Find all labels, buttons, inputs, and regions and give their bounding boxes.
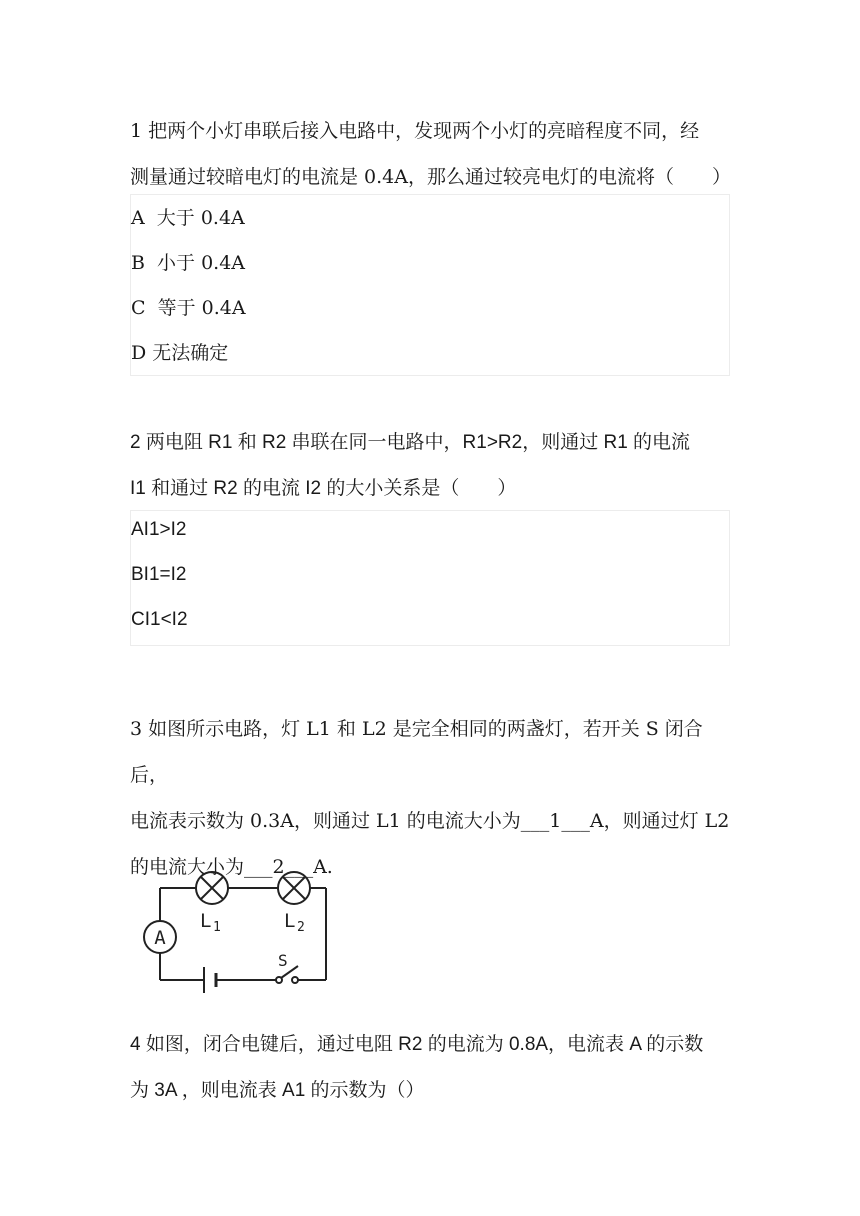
lamp-l1-label: L bbox=[200, 910, 212, 932]
question-1-line-1: 1 把两个小灯串联后接入电路中，发现两个小灯的亮暗程度不同，经 bbox=[130, 120, 700, 142]
question-3-line-2: 电流表示数为 0.3A，则通过 L1 的电流大小为___1___A，则通过灯 L2 bbox=[130, 810, 730, 832]
question-2-line-2: I1 和通过 R2 的电流 I2 的大小关系是（ ） bbox=[130, 478, 517, 499]
lamp-l1-subscript: 1 bbox=[213, 920, 221, 935]
switch-label: S bbox=[278, 951, 288, 970]
question-4-line-2: 为 3A ，则电流表 A1 的示数为（） bbox=[130, 1080, 425, 1101]
question-1-options bbox=[130, 194, 730, 376]
question-4-line-1: 4 如图，闭合电键后，通过电阻 R2 的电流为 0.8A，电流表 A 的示数 bbox=[130, 1034, 704, 1055]
battery-icon bbox=[204, 967, 216, 993]
question-4 bbox=[130, 1022, 734, 1114]
question-3-line-3: 的电流大小为___2___A. bbox=[130, 856, 333, 878]
lamp-l2-label: L bbox=[284, 910, 296, 932]
question-3-line-1: 3 如图所示电路，灯 L1 和 L2 是完全相同的两盏灯，若开关 S 闭合后， bbox=[130, 718, 703, 786]
option-a[interactable]: A 大于 0.4A bbox=[131, 207, 245, 229]
option-b[interactable]: B 小于 0.4A bbox=[131, 252, 246, 274]
question-3 bbox=[130, 706, 734, 890]
question-1-line-2: 测量通过较暗电灯的电流是 0.4A，那么通过较亮电灯的电流将（ ） bbox=[130, 166, 731, 188]
lamp-l2-subscript: 2 bbox=[297, 920, 305, 935]
option-b[interactable]: BI1=I2 bbox=[131, 564, 187, 585]
lamp-l1-icon bbox=[196, 872, 228, 904]
ammeter-label: A bbox=[154, 927, 166, 949]
question-2-options bbox=[130, 510, 730, 646]
circuit-diagram bbox=[138, 866, 338, 998]
option-c[interactable]: CI1<I2 bbox=[131, 609, 188, 630]
question-2 bbox=[130, 420, 734, 512]
question-1 bbox=[130, 108, 734, 200]
question-2-line-1: 2 两电阻 R1 和 R2 串联在同一电路中，R1>R2，则通过 R1 的电流 bbox=[130, 432, 691, 453]
option-d[interactable]: D 无法确定 bbox=[131, 342, 229, 364]
option-a[interactable]: AI1>I2 bbox=[131, 519, 187, 540]
lamp-l2-icon bbox=[278, 872, 310, 904]
option-c[interactable]: C 等于 0.4A bbox=[131, 297, 246, 319]
